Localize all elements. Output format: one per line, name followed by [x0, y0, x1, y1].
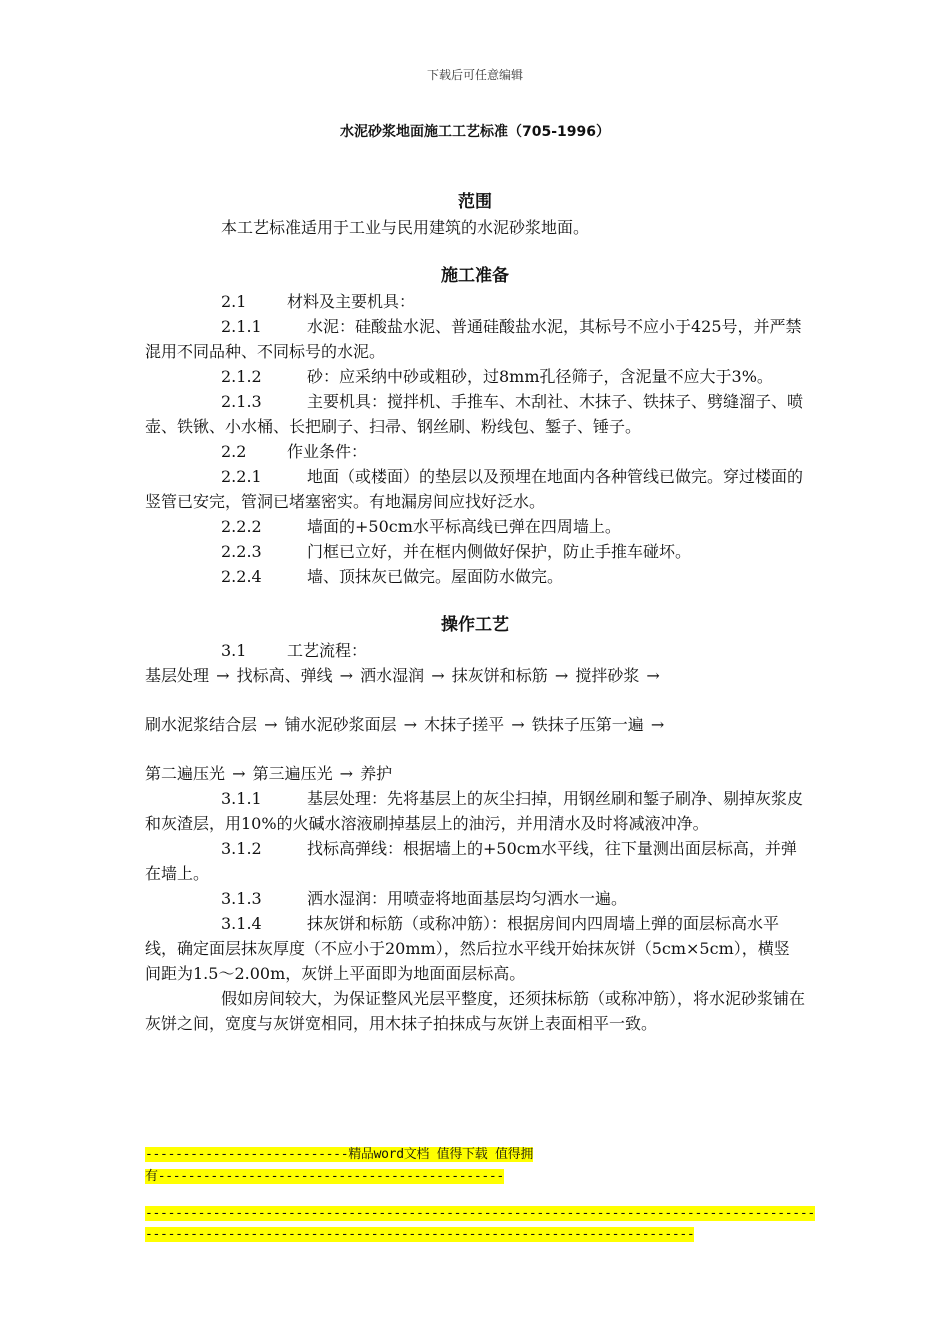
- promo-line-1: ---------------------------精品word文档 值得下载 值得拥: [145, 1147, 534, 1162]
- separator-footer: [145, 1202, 815, 1244]
- clause-number: 3.1: [221, 641, 247, 660]
- clause-number: 2.1: [221, 292, 247, 311]
- section-heading-operation: 操作工艺: [441, 615, 509, 635]
- document-body: [145, 190, 805, 1036]
- clause-number: 2.2.3: [221, 542, 262, 561]
- clause-text: 作业条件：: [287, 442, 368, 461]
- clause-number: 2.1.3: [221, 392, 262, 411]
- clause-number: 2.2: [221, 442, 247, 461]
- promo-footer: [145, 1143, 805, 1187]
- clause-text: 墙、顶抹灰已做完。屋面防水做完。: [307, 567, 564, 586]
- process-flow-line-3: 第二遍压光 → 第三遍压光 → 养护: [145, 764, 393, 783]
- promo-line-2: 有----------------------------------------------: [145, 1169, 504, 1184]
- paragraph-2-2-3: [145, 539, 805, 564]
- clause-text: 主要机具：搅拌机、手推车、木刮社、木抹子、铁抹子、劈缝溜子、喷壶、铁锹、小水桶、长把刷子、扫帚、钢丝刷、粉线包、錾子、锤子。: [145, 392, 804, 436]
- paragraph-scope: 本工艺标准适用于工业与民用建筑的水泥砂浆地面。: [221, 218, 590, 237]
- clause-text: 基层处理：先将基层上的灰尘扫掉，用钢丝刷和錾子刷净、剔掉灰浆皮和灰渣层，用10%的火碱水溶液刷掉基层上的油污，并用清水及时将减液冲净。: [145, 789, 804, 833]
- paragraph-2-1-3: [145, 389, 805, 439]
- paragraph-2-1: [145, 289, 805, 314]
- clause-text: 材料及主要机具：: [287, 292, 416, 311]
- page-header: 下载后可任意编辑: [426, 68, 523, 82]
- clause-text: 墙面的+50cm水平标高线已弹在四周墙上。: [307, 517, 621, 536]
- paragraph-2-1-2: [145, 364, 805, 389]
- clause-text: 工艺流程：: [287, 641, 368, 660]
- document-title: 水泥砂浆地面施工工艺标准（705-1996）: [340, 124, 610, 140]
- clause-text: 水泥：硅酸盐水泥、普通硅酸盐水泥，其标号不应小于425号，并严禁混用不同品种、不同标号的水泥。: [145, 317, 802, 361]
- paragraph-2-2-1: [145, 464, 805, 514]
- paragraph-3-1: [145, 638, 805, 663]
- clause-number: 3.1.3: [221, 889, 262, 908]
- clause-text: 门框已立好，并在框内侧做好保护，防止手推车碰坏。: [307, 542, 692, 561]
- clause-number: 3.1.1: [221, 789, 262, 808]
- paragraph-large-room: 假如房间较大，为保证整风光层平整度，还须抹标筋（或称冲筋），将水泥砂浆铺在灰饼之间，宽度与灰饼宽相同，用木抹子拍抹成与灰饼上表面相平一致。: [145, 989, 806, 1033]
- paragraph-3-1-2: [145, 836, 805, 886]
- paragraph-2-2: [145, 439, 805, 464]
- paragraph-3-1-3: [145, 886, 805, 911]
- separator-line-2: -------------------------------------------------------------------------: [145, 1227, 695, 1242]
- clause-number: 2.1.1: [221, 317, 262, 336]
- clause-number: 3.1.4: [221, 914, 262, 933]
- process-flow-line-1: 基层处理 → 找标高、弹线 → 洒水湿润 → 抹灰饼和标筋 → 搅拌砂浆 →: [145, 666, 660, 685]
- clause-text: 找标高弹线：根据墙上的+50cm水平线，往下量测出面层标高，并弹在墙上。: [145, 839, 797, 883]
- paragraph-2-2-2: [145, 514, 805, 539]
- clause-number: 2.1.2: [221, 367, 262, 386]
- clause-text: 抹灰饼和标筋（或称冲筋）：根据房间内四周墙上弹的面层标高水平线，确定面层抹灰厚度（不应小于20mm），然后拉水平线开始抹灰饼（5cm×5cm），横竖间距为1.5～2.00m，灰饼上平面即为地面面层标高。: [145, 914, 790, 983]
- section-heading-scope: 范围: [458, 192, 492, 212]
- clause-text: 砂：应采纳中砂或粗砂，过8mm孔径筛子，含泥量不应大于3%。: [307, 367, 773, 386]
- section-heading-preparation: 施工准备: [441, 266, 509, 286]
- paragraph-3-1-4: [145, 911, 805, 986]
- clause-text: 洒水湿润：用喷壶将地面基层均匀洒水一遍。: [307, 889, 628, 908]
- paragraph-2-2-4: [145, 564, 805, 589]
- separator-line-1: -----------------------------------------------------------------------------------------: [145, 1206, 815, 1221]
- clause-number: 2.2.2: [221, 517, 262, 536]
- clause-text: 地面（或楼面）的垫层以及预埋在地面内各种管线已做完。穿过楼面的竖管已安完，管洞已堵塞密实。有地漏房间应找好泛水。: [145, 467, 804, 511]
- paragraph-2-1-1: [145, 314, 805, 364]
- paragraph-3-1-1: [145, 786, 805, 836]
- clause-number: 2.2.1: [221, 467, 262, 486]
- clause-number: 2.2.4: [221, 567, 262, 586]
- process-flow-line-2: 刷水泥浆结合层 → 铺水泥砂浆面层 → 木抹子搓平 → 铁抹子压第一遍 →: [145, 715, 665, 734]
- clause-number: 3.1.2: [221, 839, 262, 858]
